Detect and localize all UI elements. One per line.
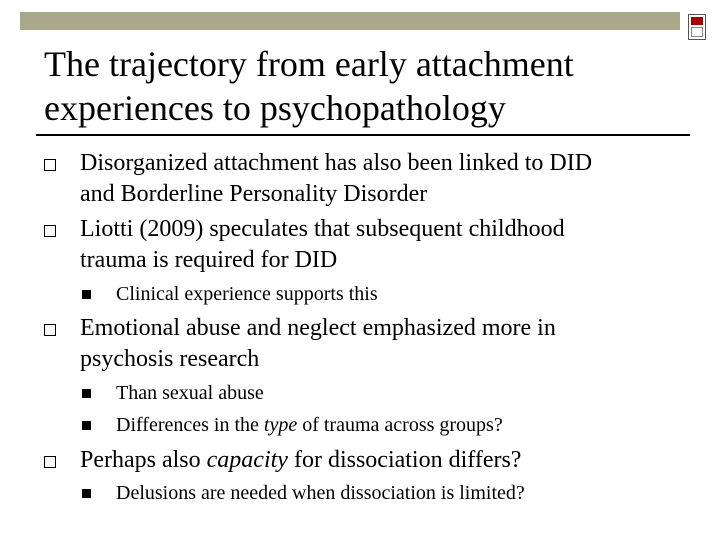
hollow-square-bullet-icon (44, 324, 56, 336)
sub-bullet-clinical-experience: Clinical experience supports this (116, 283, 378, 305)
bullet-liotti: Liotti (2009) speculates that subsequent childhood trauma is required for DID (80, 216, 565, 273)
solid-square-bullet-icon (82, 489, 91, 498)
slide-title-line-2: experiences to psychopathology (44, 88, 506, 128)
sub-bullet-trauma-type: Differences in the type of trauma across groups? (116, 414, 503, 436)
bullet-emotional-abuse: Emotional abuse and neglect emphasized more in psychosis research (80, 315, 556, 372)
hollow-square-bullet-icon (44, 159, 56, 171)
decorative-top-bar (20, 12, 680, 30)
slide-title-line-1: The trajectory from early attachment (44, 44, 574, 84)
bullet-capacity: Perhaps also capacity for dissociation differs? (80, 447, 522, 473)
sub-bullet-sexual-abuse: Than sexual abuse (116, 382, 264, 404)
slide-title (44, 42, 684, 130)
solid-square-bullet-icon (82, 389, 91, 398)
hollow-square-bullet-icon (44, 456, 56, 468)
corner-accent-square (691, 17, 703, 25)
corner-outline-square (691, 27, 703, 37)
bullet-disorganized-attachment: Disorganized attachment has also been linked to DID and Borderline Personality Disorder (80, 150, 593, 207)
sub-bullet-delusions: Delusions are needed when dissociation is limited? (116, 482, 525, 504)
corner-decoration (688, 14, 706, 40)
hollow-square-bullet-icon (44, 225, 56, 237)
solid-square-bullet-icon (82, 421, 91, 430)
solid-square-bullet-icon (82, 290, 91, 299)
title-underline (36, 134, 690, 136)
